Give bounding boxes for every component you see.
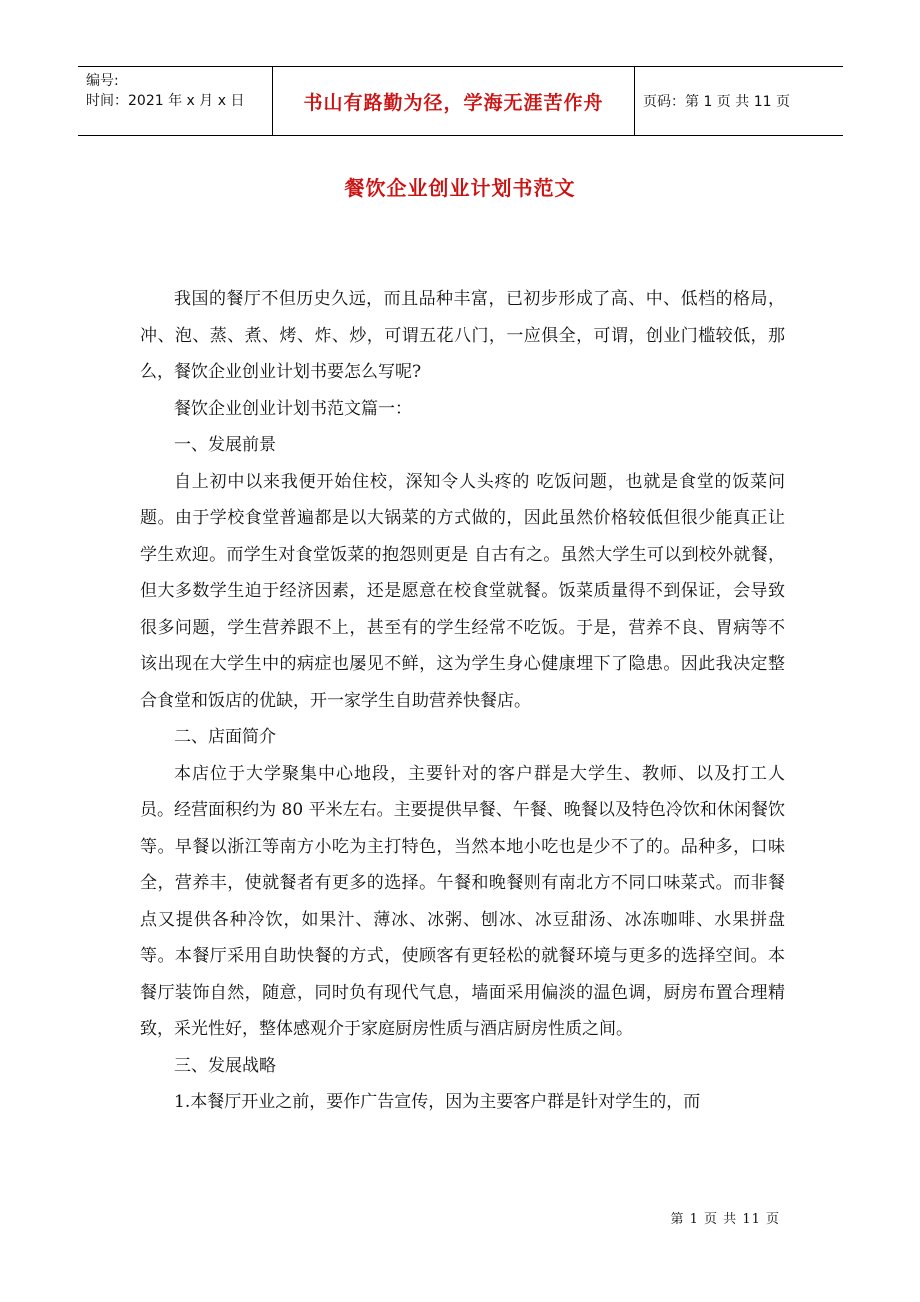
paragraph-strategy: 1.本餐厅开业之前，要作广告宣传，因为主要客户群是针对学生的，而 [174,1092,701,1112]
date-label: 时间：2021 年 x 月 x 日 [86,93,245,109]
document-body [140,281,785,1121]
paragraph-store: 本店位于大学聚集中心地段，主要针对的客户群是大学生、教师、以及打工人员。经营面积约为 80 平米左右。主要提供早餐、午餐、晚餐以及特色冷饮和休闲餐饮等。早餐以浙江等南方小吃为主打特色，当然本地小吃也是少不了的。品种多，口味全，营养丰，使就餐者有更多的选择。午餐和晚餐则有南北方不同口味菜式。而非餐点又提供各种冷饮，如果汁、薄冰、冰粥、刨冰、冰豆甜汤、冰冻咖啡、水果拼盘等。本餐厅采用自助快餐的方式，使顾客有更轻松的就餐环境与更多的选择空间。本餐厅装饰自然，随意，同时负有现代气息，墙面采用偏淡的温色调，厨房布置合理精致，采光性好，整体感观介于家庭厨房性质与酒店厨房性质之间。 [140,763,785,1039]
header-meta [78,67,273,135]
section-heading-strategy: 三、发展战略 [174,1055,276,1076]
section-heading-prospects: 一、发展前景 [174,435,276,455]
paragraph-prospects: 自上初中以来我便开始住校，深知令人头疼的 吃饭问题，也就是食堂的饭菜问题。由于学校食堂普遍都是以大锅菜的方式做的，因此虽然价格较低但很少能真正让学生欢迎。而学生对食堂饭菜的抱怨则更是 自古有之。虽然大学生可以到校外就餐，但大多数学生迫于经济因素，还是愿意在校食堂就餐。饭菜质量得不到保证，会导致很多问题，学生营养跟不上，甚至有的学生经常不吃饭。于是，营养不良、胃病等不该出现在大学生中的病症也屡见不鲜，这为学生身心健康埋下了隐患。因此我决定整合食堂和饭店的优缺，开一家学生自助营养快餐店。 [140,471,785,711]
header-table [78,66,843,136]
paragraph-intro: 我国的餐厅不但历史久远，而且品种丰富，已初步形成了高、中、低档的格局，冲、泡、蒸、煮、烤、炸、炒，可谓五花八门，一应俱全，可谓，创业门槛较低，那么，餐饮企业创业计划书要怎么写呢? [140,289,785,382]
paragraph-sample-heading: 餐饮企业创业计划书范文篇一： [174,398,412,419]
header-page-info: 页码：第 1 页 共 11 页 [643,94,790,110]
header-motto: 书山有路勤为径，学海无涯苦作舟 [273,67,635,135]
section-heading-store: 二、店面简介 [174,727,276,747]
id-label: 编号: [86,73,119,89]
page-footer: 第 1 页 共 11 页 [670,1212,780,1227]
document-title: 餐饮企业创业计划书范文 [344,176,576,200]
